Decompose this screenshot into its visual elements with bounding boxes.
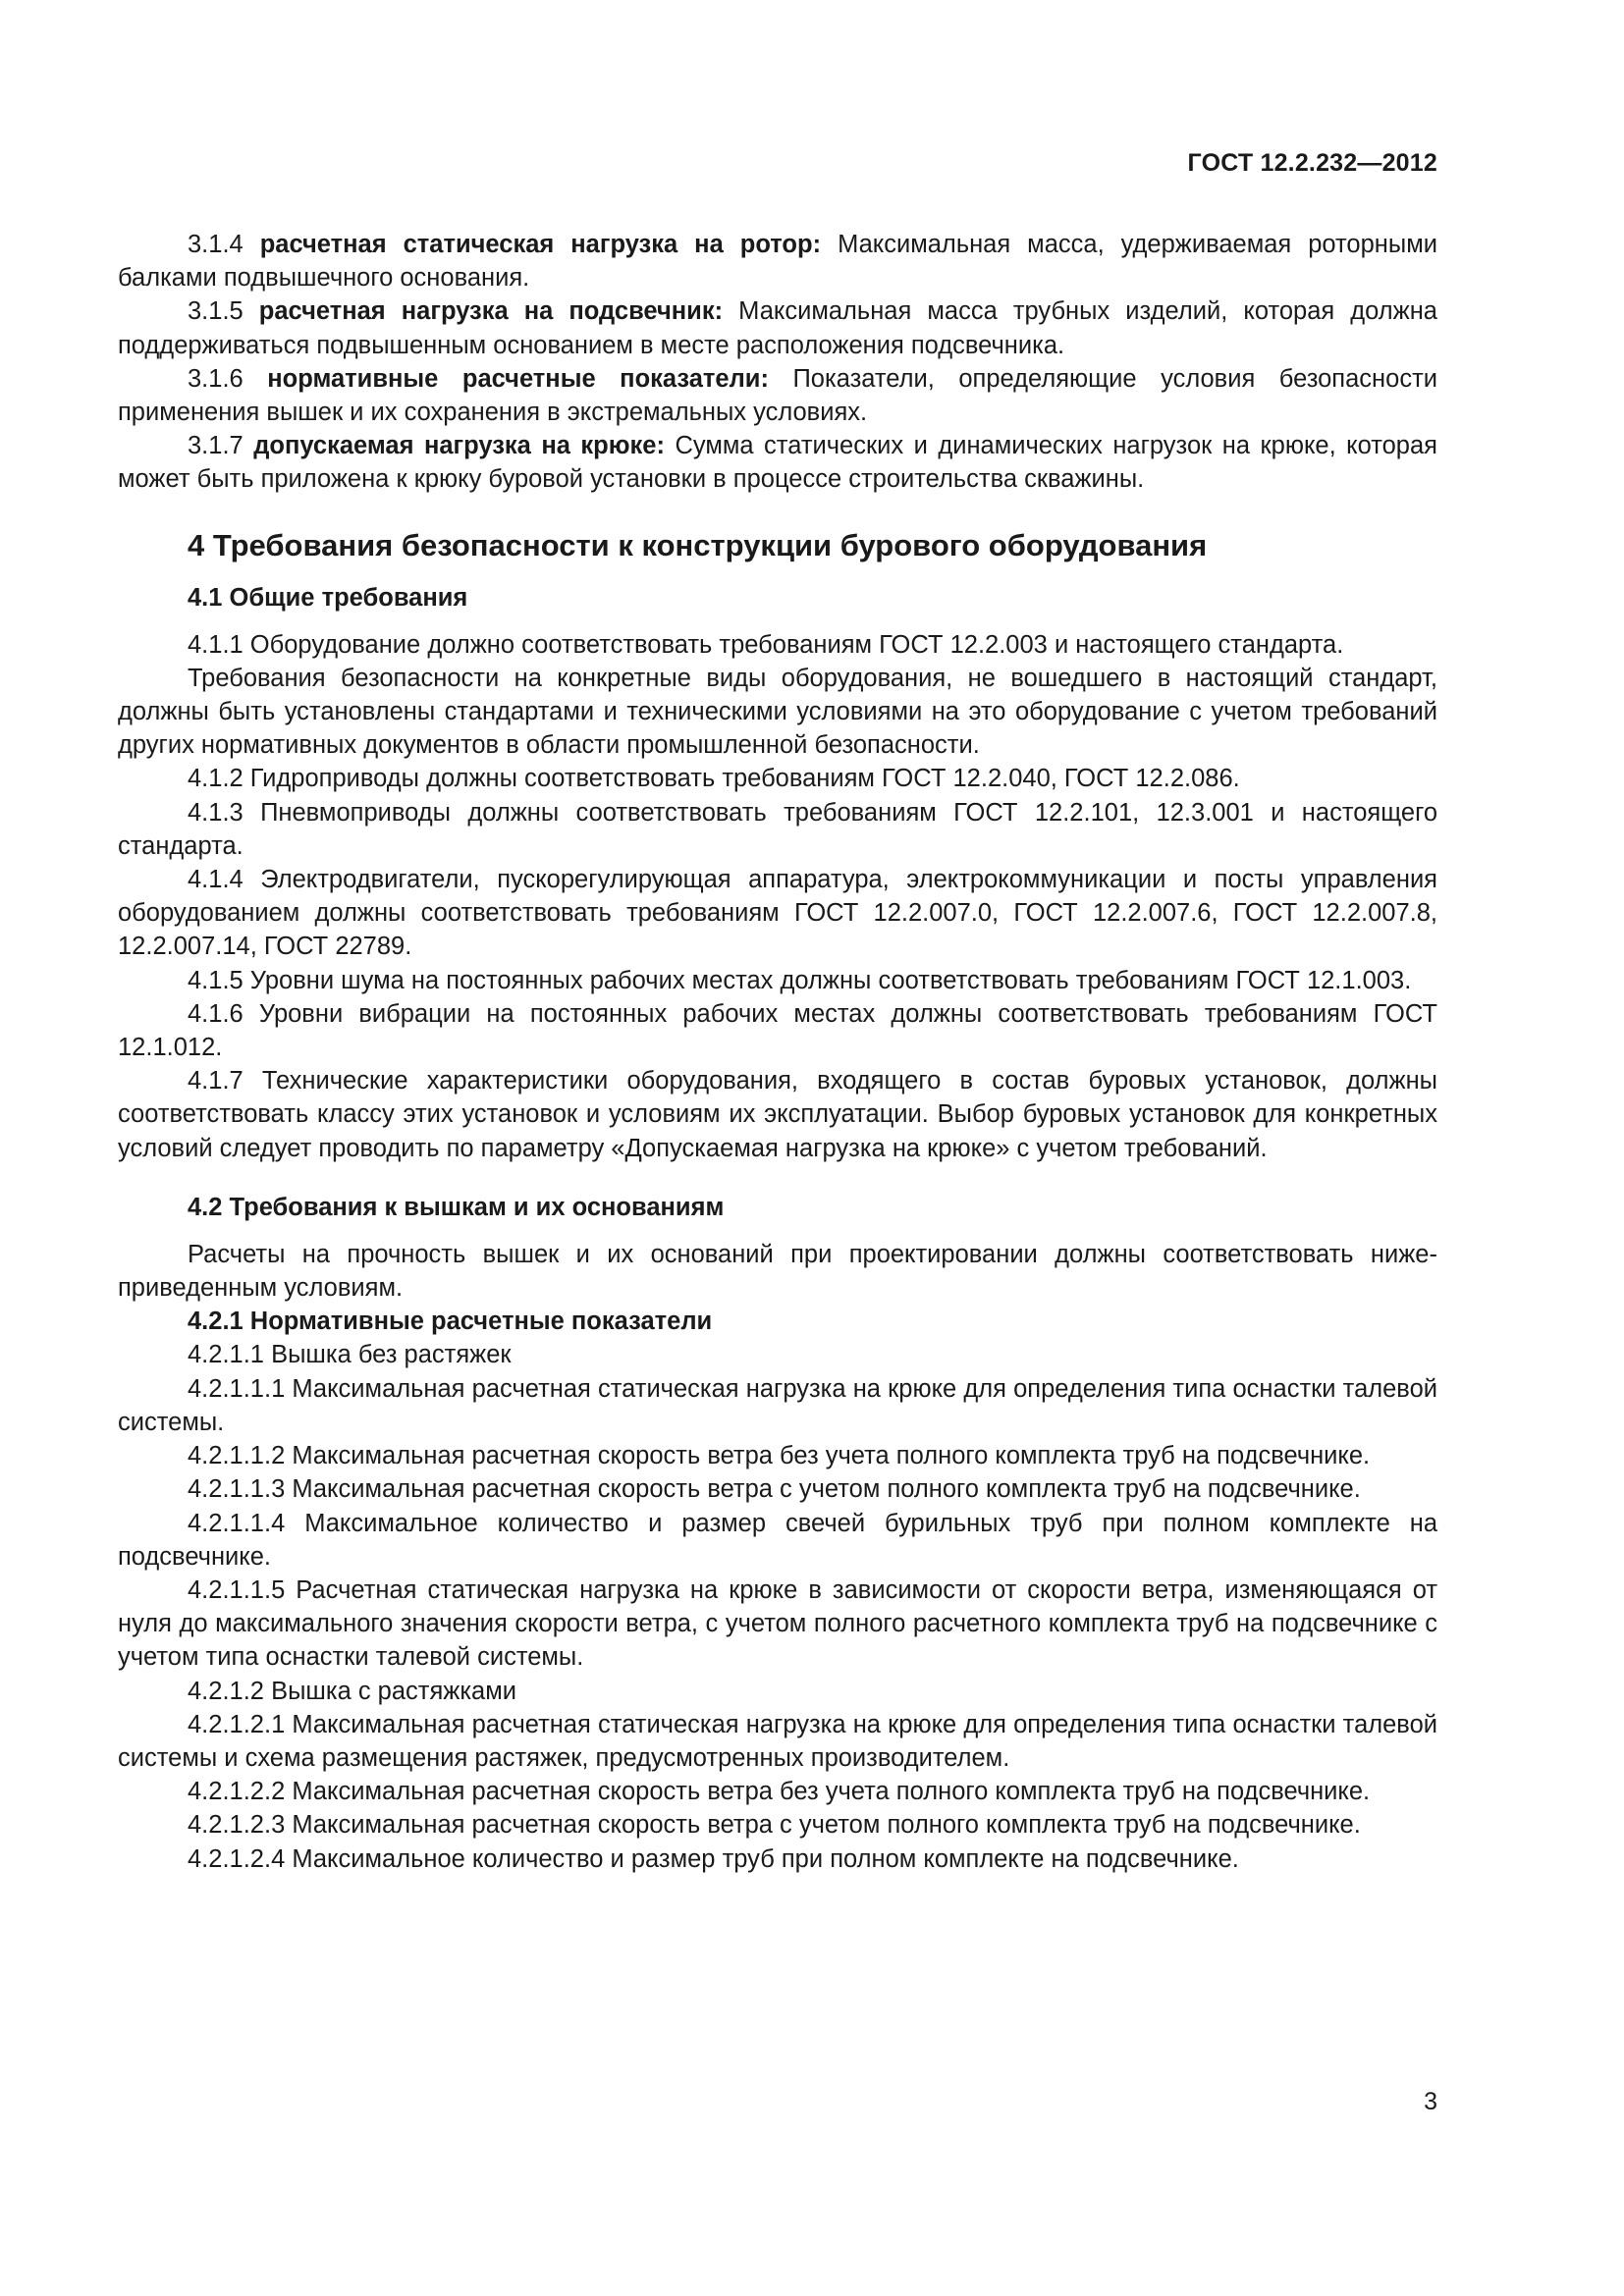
clause-4-1-7: 4.1.7 Технические характеристики оборудования, входящего в состав буровых установок, должны соответствовать классу этих установок и условиям их эксплуатации. Выбор буровых установок для конкретных условий следует проводить по параметру «Допускаемая нагрузка на крюке» с учетом требований. <box>118 1067 1437 1162</box>
definition-text: Максимальная масса, удерживаемая роторными балками подвышечного основания. <box>118 231 1437 293</box>
clause-4-1-6: 4.1.6 Уровни вибрации на постоянных рабочих местах должны соответствовать требованиям ГОСТ 12.1.012. <box>118 999 1437 1062</box>
clause-4-2-1-2-4: 4.2.1.2.4 Максимальное количество и размер труб при полном комплекте на подсвечнике. <box>188 1844 1239 1873</box>
definition-3-1-6 <box>118 362 1437 429</box>
definition-text: Показатели, определяющие условия безопасности применения вышек и их сохранения в экстремальных условиях. <box>118 364 1437 427</box>
clause-4-2-1-2-3: 4.2.1.2.3 Максимальная расчетная скорость ветра с учетом полного комплекта труб на подсвечнике. <box>188 1811 1361 1840</box>
section-4-2-intro: Расчеты на прочность вышек и их оснований при проектировании должны соответствовать нижеприведенным условиям. <box>118 1240 1437 1303</box>
document-code-header: ГОСТ 12.2.232—2012 <box>1187 149 1437 177</box>
definition-text: Максимальная масса трубных изделий, которая должна поддерживаться подвышенным основанием в месте расположения подсвечника. <box>118 297 1437 359</box>
clause-4-2-1-2: 4.2.1.2 Вышка с растяжками <box>188 1677 517 1705</box>
definition-3-1-7 <box>118 429 1437 496</box>
defined-term: допускаемая нагрузка на крюке: <box>253 432 665 460</box>
section-4-1-title: 4.1 Общие требования <box>188 583 468 612</box>
clause-4-2-1-1-3: 4.2.1.1.3 Максимальная расчетная скорость ветра с учетом полного комплекта труб на подсвечнике. <box>188 1475 1361 1504</box>
definition-3-1-4 <box>118 228 1437 294</box>
clause-4-2-1-2-2: 4.2.1.2.2 Максимальная расчетная скорость ветра без учета полного комплекта труб на подсвечнике. <box>188 1778 1371 1806</box>
defined-term: расчетная статическая нагрузка на ротор: <box>259 231 822 258</box>
clause-4-1-4: 4.1.4 Электродвигатели, пускорегулирующая аппаратура, электрокоммуникации и посты управления оборудованием должны соответствовать требованиям ГОСТ 12.2.007.0, ГОСТ 12.2.007.6, ГОСТ 12.2.007.8, 12.2.007.14, ГОСТ 22789. <box>118 866 1437 961</box>
defined-term: нормативные расчетные показатели: <box>267 364 769 393</box>
section-4-title: 4 Требования безопасности к конструкции бурового оборудования <box>188 527 1208 562</box>
clause-number: 3.1.5 <box>188 297 259 326</box>
clause-4-2-1-1-1: 4.2.1.1.1 Максимальная расчетная статическая нагрузка на крюке для определения типа оснастки талевой системы. <box>118 1374 1437 1436</box>
section-4-2-1-title: 4.2.1 Нормативные расчетные показатели <box>188 1308 713 1336</box>
section-4-2-title: 4.2 Требования к вышкам и их основаниям <box>188 1193 725 1221</box>
clause-4-2-1-1-4: 4.2.1.1.4 Максимальное количество и размер свечей бурильных труб при полном комплекте на подсвечнике. <box>118 1509 1437 1571</box>
clause-4-1-1: 4.1.1 Оборудование должно соответствовать требованиям ГОСТ 12.2.003 и настоящего стандарта. <box>188 630 1344 659</box>
clause-number: 3.1.7 <box>188 432 254 460</box>
clause-4-1-2: 4.1.2 Гидроприводы должны соответствовать требованиям ГОСТ 12.2.040, ГОСТ 12.2.086. <box>188 765 1240 793</box>
clause-number: 3.1.4 <box>188 231 260 258</box>
definition-text: Сумма статических и динамических нагрузок на крюке, которая может быть приложена к крюку буровой установки в процессе строительства скважины. <box>118 432 1437 494</box>
clause-4-1-3: 4.1.3 Пневмоприводы должны соответствовать требованиям ГОСТ 12.2.101, 12.3.001 и настоящего стандарта. <box>118 798 1437 860</box>
definition-3-1-5 <box>118 294 1437 361</box>
clause-number: 3.1.6 <box>188 364 268 393</box>
clause-4-2-1-1-5: 4.2.1.1.5 Расчетная статическая нагрузка на крюке в зависимости от скорости ветра, изменяющаяся от нуля до максимального значения скорости ветра, с учетом полного расчетного комплекта труб на подсвечнике с учетом типа оснастки талевой системы. <box>118 1575 1437 1672</box>
clause-4-1-1-continued: Требования безопасности на конкретные виды оборудования, не вошедшего в настоящий стандарт, должны быть установлены стандартами и техническими условиями на это оборудование с учетом требований других нормативных документов в области промышленной безопасности. <box>118 664 1437 760</box>
clause-4-2-1-1-2: 4.2.1.1.2 Максимальная расчетная скорость ветра без учета полного комплекта труб на подсвечнике. <box>188 1442 1371 1470</box>
defined-term: расчетная нагрузка на подсвечник: <box>258 297 724 326</box>
clause-4-2-1-1: 4.2.1.1 Вышка без растяжек <box>188 1341 512 1369</box>
page-number: 3 <box>1424 2088 1437 2115</box>
page-content <box>118 228 1437 1876</box>
clause-4-2-1-2-1: 4.2.1.2.1 Максимальная расчетная статическая нагрузка на крюке для определения типа оснастки талевой системы и схема размещения растяжек, предусмотренных производителем. <box>118 1710 1437 1772</box>
clause-4-1-5: 4.1.5 Уровни шума на постоянных рабочих местах должны соответствовать требованиям ГОСТ 12.1.003. <box>188 966 1412 994</box>
